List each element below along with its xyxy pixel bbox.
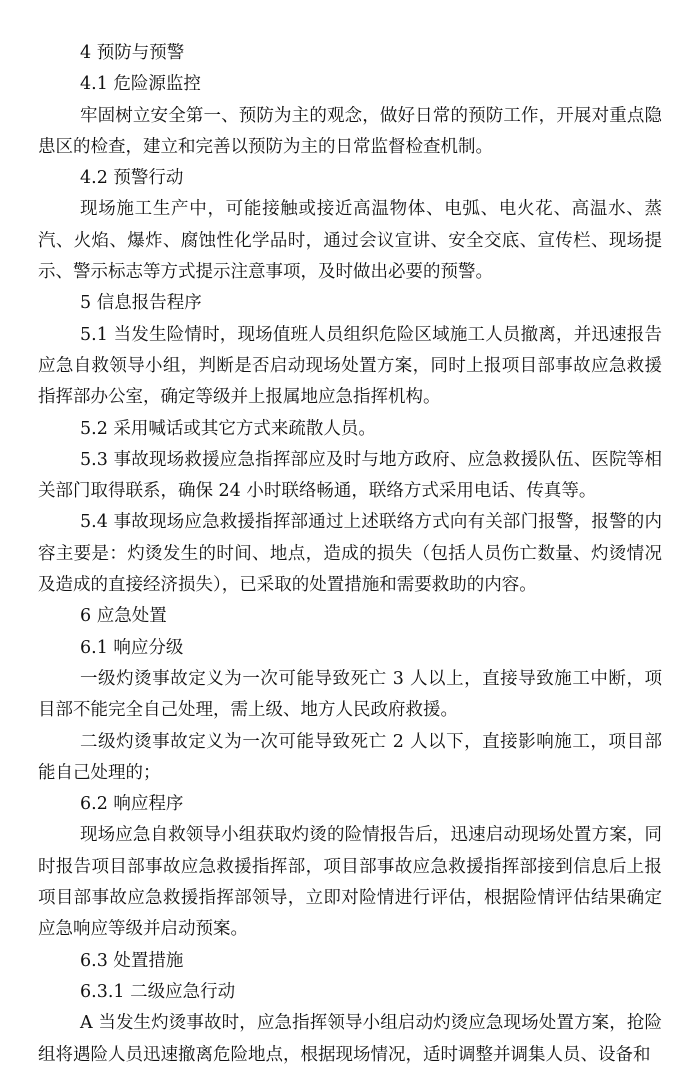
body-paragraph: 牢固树立安全第一、预防为主的观念，做好日常的预防工作，开展对重点隐患区的检查，建立和完善以预防为主的日常监督检查机制。 (38, 105, 662, 157)
body-paragraph: 5.3 事故现场救援应急指挥部应及时与地方政府、应急救援队伍、医院等相关部门取得联系，确保 24 小时联络畅通，联络方式采用电话、传真等。 (38, 449, 662, 502)
subsection-heading: 4.1 危险源监控 (80, 74, 201, 95)
body-paragraph: 一级灼烫事故定义为一次可能导致死亡 3 人以上，直接导致施工中断，项目部不能完全自己处理，需上级、地方人民政府救援。 (38, 668, 662, 721)
subsection-heading: 6.3 处置措施 (80, 950, 184, 971)
subsubsection-heading: 6.3.1 二级应急行动 (80, 981, 236, 1002)
subsection-heading: 4.2 预警行动 (80, 168, 184, 189)
body-paragraph: A 当发生灼烫事故时，应急指挥领导小组启动灼烫应急现场处置方案，抢险组将遇险人员迅速撤离危险地点，根据现场情况，适时调整并调集人员、设备和 (38, 1013, 662, 1065)
subsection-heading: 6.2 响应程序 (80, 794, 184, 815)
body-paragraph: 5.2 采用喊话或其它方式来疏散人员。 (80, 418, 376, 439)
section-heading: 4 预防与预警 (80, 43, 185, 63)
body-paragraph: 现场施工生产中，可能接触或接近高温物体、电弧、电火花、高温水、蒸汽、火焰、爆炸、腐蚀性化学品时，通过会议宣讲、安全交底、宣传栏、现场提示、警示标志等方式提示注意事项，及时做出必要的预警。 (38, 199, 662, 283)
section-heading: 5 信息报告程序 (80, 293, 202, 314)
body-paragraph: 二级灼烫事故定义为一次可能导致死亡 2 人以下，直接影响施工，项目部能自己处理的； (38, 731, 662, 783)
body-paragraph: 5.4 事故现场应急救援指挥部通过上述联络方式向有关部门报警，报警的内容主要是：灼烫发生的时间、地点，造成的损失（包括人员伤亡数量、灼烫情况及造成的直接经济损失），已采取的处置措施和需要救助的内容。 (38, 512, 662, 596)
section-heading: 6 应急处置 (80, 606, 167, 627)
body-paragraph: 5.1 当发生险情时，现场值班人员组织危险区域施工人员撤离，并迅速报告应急自救领导小组，判断是否启动现场处置方案，同时上报项目部事故应急救援指挥部办公室，确定等级并上报属地应急指挥机构。 (38, 324, 662, 408)
subsection-heading: 6.1 响应分级 (80, 637, 184, 658)
body-paragraph: 现场应急自救领导小组获取灼烫的险情报告后，迅速启动现场处置方案，同时报告项目部事故应急救援指挥部，项目部事故应急救援指挥部接到信息后上报项目部事故应急救援指挥部领导，立即对险情进行评估，根据险情评估结果确定应急响应等级并启动预案。 (38, 825, 662, 940)
